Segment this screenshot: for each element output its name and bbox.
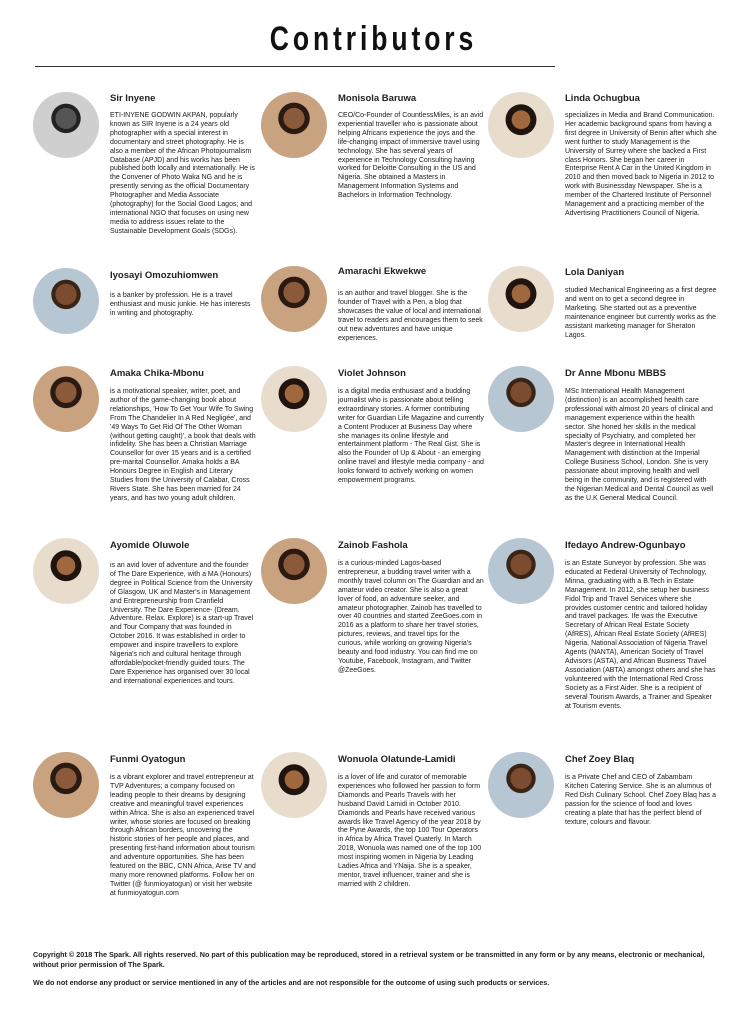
contributor-name: Funmi Oyatogun bbox=[110, 754, 186, 765]
avatar bbox=[261, 366, 327, 432]
avatar bbox=[261, 752, 327, 818]
page-title: Contributors bbox=[269, 20, 478, 58]
contributor-bio: is a banker by profession. He is a travel enthusiast and music junkie. He has interests in writing and photography. bbox=[110, 292, 251, 317]
contributor-bio: studied Mechanical Engineering as a first degree and went on to get a second degree in Marketing. She started out as a preventive maintenance engineer but currently works as the assistant marketing manager for Sheraton Lagos. bbox=[565, 287, 717, 339]
contributor-bio: is an author and travel blogger. She is the founder of Travel with a Pen, a blog that showcases the value of local and international travel to readers and encourages them to seek out new adventures and have unique experiences. bbox=[338, 290, 483, 342]
contributor-name: Zainob Fashola bbox=[338, 540, 408, 551]
avatar bbox=[261, 92, 327, 158]
title-divider bbox=[35, 66, 555, 67]
contributor-bio: is a motivational speaker, writer, poet, and author of the game-changing book about relationships, 'How To Get Your Wife To Swing From The Chandelier In A Red Negligée', and '49 Ways To Get Rid Of The Other Woman (without getting caught)', a book that deals with infidelity. She has been a Christian Marriage Counsellor for over 15 years and is a certified pre-marital Counsellor. Amaka holds a BA Honours Degree in English and Literary Studies from the University of Calabar, Cross Rivers State. She has been married for 24 years, and has two young adult children. bbox=[110, 388, 256, 502]
contributor-bio: is a lover of life and curator of memorable experiences who followed her passion to form Diamonds and Pearls Travels with her husband David Lamidi in October 2010. Diamonds and Pearls have received various awards like Travel Agency of the year 2018 by the Pyne Awards, the top 100 Tour Operators in Africa by Africa Travel Quaterly. In March 2018, Wonuola was named one of the top 100 most inspiring women in Nigeria by Leading Ladies Africa and YNaija. She is a speaker, mentor, travel influencer, trainer and she is married with 2 children. bbox=[338, 774, 482, 888]
avatar bbox=[33, 752, 99, 818]
contributor-bio: is an avid lover of adventure and the founder of The Dare Experience, with a MA (Honours) degree in Political Science from the University of Glasgow, UK and Master's in Management and Entrepreneurship from Cranfield University. The Dare Experience- (Dream. Adventure. Relax. Explore) is a start-up Travel and Tour Company that was founded in October 2016. It was established in order to empower and inspire travellers to explore Nigeria's rich and cultural heritage through affordable/pocket-friendly guided tours. The Dare Experience has organised over 30 local and international experiences and tours. bbox=[110, 562, 254, 685]
contributor-name: Sir Inyene bbox=[110, 93, 156, 104]
avatar bbox=[33, 366, 99, 432]
disclaimer-notice: We do not endorse any product or service mentioned in any of the articles and are not responsible for the outcome of using such products or services. bbox=[33, 978, 550, 987]
copyright-notice: Copyright © 2018 The Spark. All rights reserved. No part of this publication may be reproduced, stored in a retrieval system or be transmitted in any form or by any means, electronic or mechanical, without prior permission of The Spark. bbox=[33, 950, 705, 969]
contributor-name: Linda Ochugbua bbox=[565, 93, 640, 104]
contributor-bio: is a curious-minded Lagos-based entrepreneur, a budding travel writer with a monthly travel column on The Guardian and an amateur video creator. She is also a great lover of food, an adventure seeker, and amateur photographer. Zainob has travelled to over 40 countries and started ZeeGoes.com in 2016 as a platform to share her travel stories, pictures, reviews, and travel tips for the curious, while working on growing Nigeria's beauty and food industry. You can find me on Youtube, Facebook, Instagram, and Twitter @ZeeGoes. bbox=[338, 560, 484, 674]
avatar bbox=[488, 366, 554, 432]
contributor-bio: ETI-INYENE GODWIN AKPAN, popularly known as SIR Inyene is a 24 years old photographer with a special interest in documentary and street photography. He is also a member of the African Photojournalism Database (APJD) and his works has been published both locally and internationally. He is the Convener of Photo Waka NG and he is presently serving as the official Documentary Photographer and Media Associate (photography) for the Social Good Lagos; and international NGO that focuses on using new media to address issues relate to the Sustainable Development Goals (SDGs). bbox=[110, 112, 256, 235]
avatar bbox=[488, 752, 554, 818]
avatar bbox=[261, 266, 327, 332]
contributor-name: Ifedayo Andrew-Ogunbayo bbox=[565, 540, 686, 551]
contributor-name: Amaka Chika-Mbonu bbox=[110, 368, 204, 379]
contributor-bio: is an Estate Surveyor by profession. She was educated at Federal University of Technology, Minna, graduating with a B.Tech in Estate Management. In 2012, she setup her business Fidol Trip and Travel Services where she provides customer centric and tailored holiday and travel packages. Ife was the Executive Secretary of African Real Estate Society (AfRES), African Real Estate Society (AfRES) Nigeria, National Association of Nigeria Travel Agents (NANTA), American Society of Travel Advisors (ASTA), and African Business Travel Association (ABTA) amongst others and she has volunteered with the International Red Cross Society as a First Aider. She is a recipient of several Tourism Awards, a Trainer and Speaker at Tourism events. bbox=[565, 560, 716, 710]
avatar bbox=[33, 268, 99, 334]
contributor-name: Dr Anne Mbonu MBBS bbox=[565, 368, 666, 379]
avatar bbox=[488, 92, 554, 158]
contributor-bio: specializes in Media and Brand Communication. Her academic background spans from having a first degree in University of Benin after which she went further to study Management is the University of Surrey where she backed a First class Honors. She began her career in Enterprise Rent A Car in the United Kingdom in 2010 and then moved back to Nigeria in 2012 to work with Businessday Newspaper. She is a member of the Chartered Institute of Personnel Management and a practicing member of the Advertising Practitioners Council of Nigeria. bbox=[565, 112, 717, 217]
avatar bbox=[261, 538, 327, 604]
contributor-name: Violet Johnson bbox=[338, 368, 406, 379]
contributor-bio: CEO/Co-Founder of CountlessMiles, is an avid experiential traveller who is passionate about helping Africans experience the joys and the life-changing impact of immersive travel using technology. She has several years of experience in Technology Consulting having worked for Deloitte Consulting in the US and Nigeria. She obtained a Masters in Management Information Systems and Bachelors in Information Technology. bbox=[338, 112, 484, 200]
contributor-name: Wonuola Olatunde-Lamidi bbox=[338, 754, 456, 765]
avatar bbox=[488, 538, 554, 604]
avatar bbox=[33, 538, 99, 604]
contributor-name: Monisola Baruwa bbox=[338, 93, 417, 104]
avatar bbox=[33, 92, 99, 158]
contributor-name: Iyosayi Omozuhiomwen bbox=[110, 270, 219, 281]
contributor-bio: is a vibrant explorer and travel entrepreneur at TVP Adventures; a company focused on leading people to their dreams by designing creative and meaningful travel experiences within Africa. She is also an experienced travel writer, whose stories are focused on breaking through African borders, uncovering the historic stories of her people and places, and presenting first-hand information about tourism and adventure opportunities. She has been featured on the BBC, CNN Africa, Arise TV and many more renowned platforms. Follow her on Twitter (@ funmioyatogun) or visit her website at funmioyatogun.com bbox=[110, 774, 256, 897]
avatar bbox=[488, 266, 554, 332]
contributor-bio: is a digital media enthusiast and a budding journalist who is passionate about telling extraordinary stories. A former contributing writer for Guardian Life Magazine and currently a Content Producer at Business Day where she manages its online lifestyle and entertainment platform - The Real Gist. She is also the Founder of Up & About - an emerging online travel and lifestyle media company - and looks forward to actively working on women empowerment programs. bbox=[338, 388, 484, 485]
contributor-bio: is a Private Chef and CEO of Zabambam Kitchen Catering Service. She is an alumnus of Red Dish Culinary School. Chef Zoey Blaq has a passion for the science of food and loves creating a plate that has the perfect blend of texture, colours and flavour. bbox=[565, 774, 716, 826]
contributor-name: Amarachi Ekwekwe bbox=[338, 266, 427, 277]
contributor-name: Lola Daniyan bbox=[565, 267, 625, 278]
contributor-bio: MSc International Health Management (distinction) is an accomplished health care professional with almost 20 years of clinical and management experience within the health sector. She honed her skills in the medical specialty of Psychiatry, and completed her Master's degree in International Health Management with distinction at the Imperial College Business School, London. She is very passionate about improving health and well being in the community, and is registered with the Nigerian Medical and Dental Council as well as the U.K General Medical Council. bbox=[565, 388, 714, 502]
contributor-name: Chef Zoey Blaq bbox=[565, 754, 635, 765]
contributor-name: Ayomide Oluwole bbox=[110, 540, 190, 551]
